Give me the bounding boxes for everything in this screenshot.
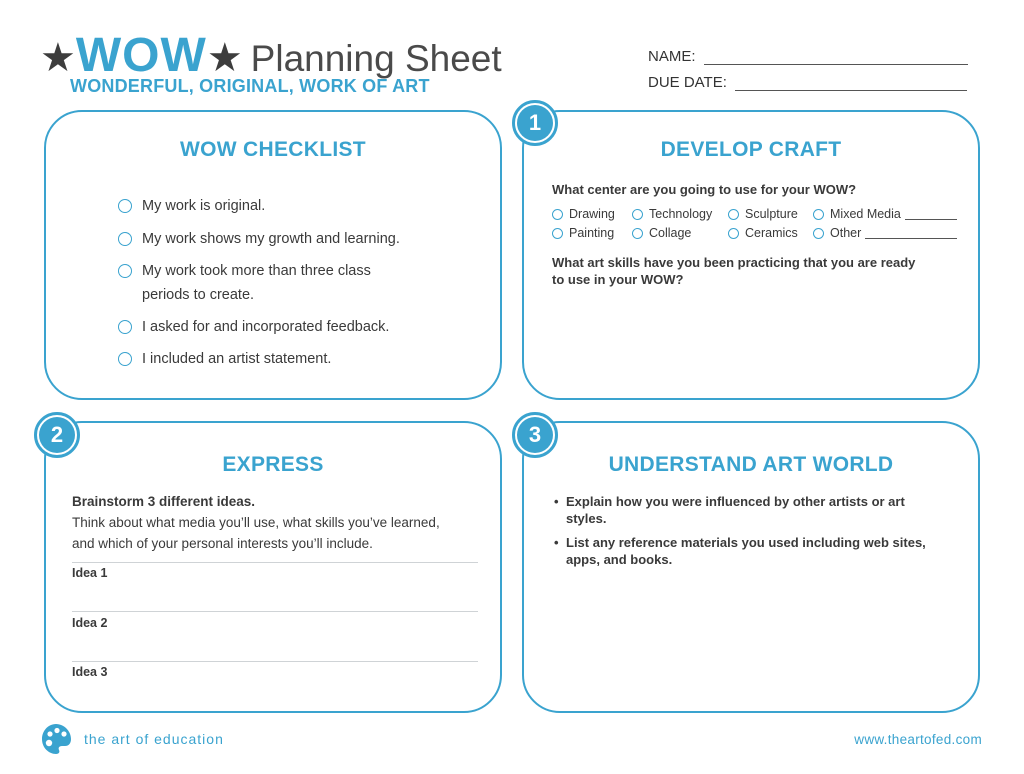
radio-circle-icon[interactable] bbox=[632, 209, 643, 220]
divider bbox=[72, 661, 478, 662]
due-date-line[interactable] bbox=[735, 76, 967, 91]
divider bbox=[72, 611, 478, 612]
step-badge-2: 2 bbox=[34, 412, 80, 458]
page-title bbox=[40, 30, 502, 82]
planning-sheet-title: Planning Sheet bbox=[250, 38, 502, 79]
radio-circle-icon[interactable] bbox=[728, 228, 739, 239]
other-line[interactable] bbox=[865, 228, 957, 239]
checkbox-circle-icon[interactable] bbox=[118, 264, 132, 278]
step-badge-1: 1 bbox=[512, 100, 558, 146]
wow-title: WOW bbox=[75, 29, 207, 82]
step-badge-3: 3 bbox=[512, 412, 558, 458]
list-item: • Explain how you were influenced by other artists or art styles. bbox=[554, 494, 905, 526]
star-icon: ★ bbox=[40, 36, 76, 80]
mixed-media-line[interactable] bbox=[905, 209, 957, 220]
website-link[interactable]: www.theartofed.com bbox=[854, 732, 982, 747]
radio-circle-icon[interactable] bbox=[552, 228, 563, 239]
option-collage[interactable]: Collage bbox=[632, 226, 691, 240]
express-heading: EXPRESS bbox=[222, 453, 324, 476]
checkbox-circle-icon[interactable] bbox=[118, 320, 132, 334]
express-panel bbox=[44, 421, 502, 713]
option-technology[interactable]: Technology bbox=[632, 207, 712, 221]
idea-3-label: Idea 3 bbox=[72, 665, 108, 679]
footer-brand bbox=[40, 722, 224, 756]
checklist-item[interactable]: My work shows my growth and learning. bbox=[118, 227, 400, 251]
palette-icon bbox=[40, 722, 72, 756]
checklist-item[interactable]: My work is original. bbox=[118, 194, 265, 218]
skills-question: What art skills have you been practicing that you are ready to use in your WOW? bbox=[552, 255, 916, 287]
option-drawing[interactable]: Drawing bbox=[552, 207, 615, 221]
option-other[interactable]: Other bbox=[813, 226, 957, 240]
radio-circle-icon[interactable] bbox=[632, 228, 643, 239]
name-label: NAME: bbox=[648, 48, 696, 65]
radio-circle-icon[interactable] bbox=[728, 209, 739, 220]
option-sculpture[interactable]: Sculpture bbox=[728, 207, 798, 221]
due-date-field[interactable] bbox=[648, 74, 967, 91]
star-icon: ★ bbox=[206, 36, 243, 80]
idea-2-label: Idea 2 bbox=[72, 616, 108, 630]
checklist-item[interactable]: I included an artist statement. bbox=[118, 347, 331, 371]
center-question: What center are you going to use for your WOW? bbox=[552, 182, 857, 197]
option-ceramics[interactable]: Ceramics bbox=[728, 226, 798, 240]
checkbox-circle-icon[interactable] bbox=[118, 352, 132, 366]
brainstorm-prompt: Brainstorm 3 different ideas. bbox=[72, 494, 256, 509]
brand-name: the art of education bbox=[84, 731, 224, 747]
option-mixed-media[interactable]: Mixed Media bbox=[813, 207, 957, 221]
idea-1-label: Idea 1 bbox=[72, 566, 108, 580]
checkbox-circle-icon[interactable] bbox=[118, 232, 132, 246]
page-subtitle: WONDERFUL, ORIGINAL, WORK OF ART bbox=[70, 76, 430, 96]
checkbox-circle-icon[interactable] bbox=[118, 199, 132, 213]
name-field[interactable] bbox=[648, 48, 968, 65]
list-item: • List any reference materials you used including web sites, apps, and books. bbox=[554, 535, 926, 567]
radio-circle-icon[interactable] bbox=[552, 209, 563, 220]
checklist-heading: WOW CHECKLIST bbox=[180, 138, 366, 161]
wow-checklist-panel bbox=[44, 110, 502, 400]
radio-circle-icon[interactable] bbox=[813, 228, 824, 239]
radio-circle-icon[interactable] bbox=[813, 209, 824, 220]
option-painting[interactable]: Painting bbox=[552, 226, 614, 240]
craft-heading: DEVELOP CRAFT bbox=[660, 138, 842, 161]
divider bbox=[72, 562, 478, 563]
develop-craft-panel bbox=[522, 110, 980, 400]
checklist-item[interactable]: My work took more than three class periods to create. bbox=[118, 259, 371, 307]
name-line[interactable] bbox=[704, 50, 968, 65]
understand-art-world-panel bbox=[522, 421, 980, 713]
artworld-heading: UNDERSTAND ART WORLD bbox=[608, 453, 894, 476]
due-date-label: DUE DATE: bbox=[648, 74, 727, 91]
express-description: Think about what media you’ll use, what skills you’ve learned, and which of your personal interests you’ll include. bbox=[72, 515, 440, 551]
checklist-item[interactable]: I asked for and incorporated feedback. bbox=[118, 315, 389, 339]
